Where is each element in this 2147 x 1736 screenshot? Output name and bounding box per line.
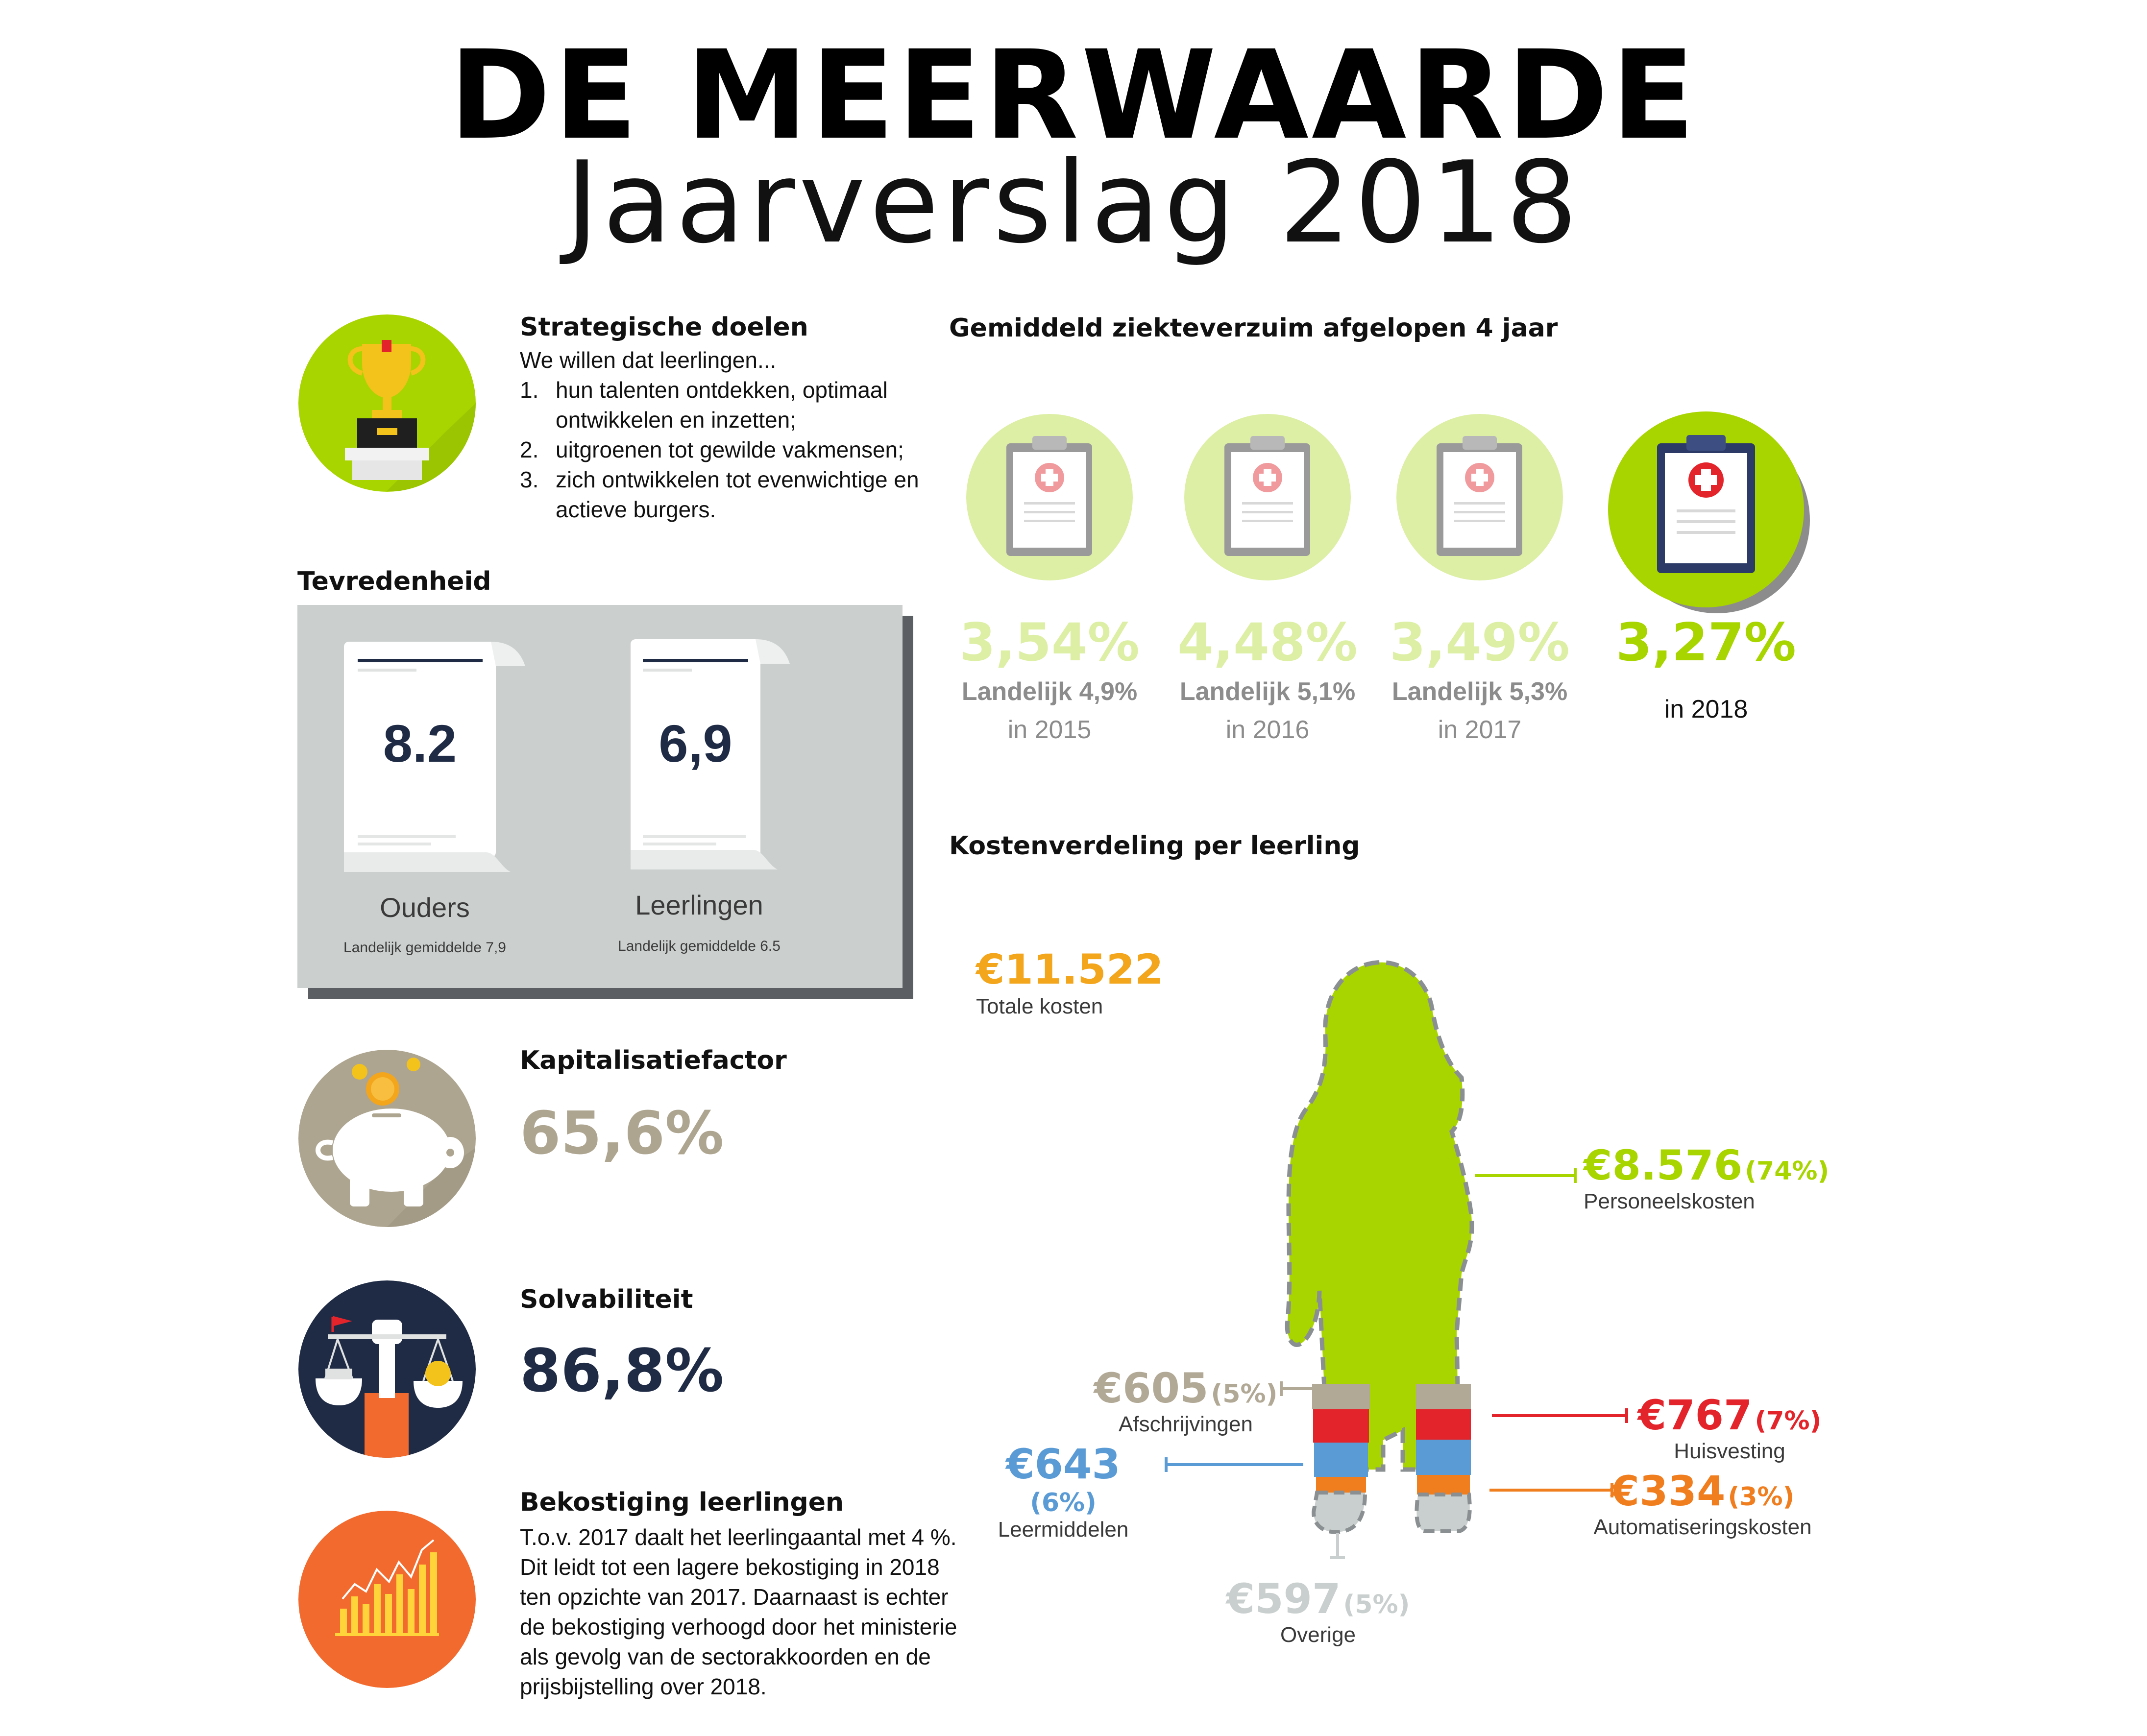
- funding-line: prijsbijstelling over 2018.: [520, 1674, 767, 1699]
- goal-text: actieve burgers.: [556, 497, 716, 522]
- cost-overige: [1215, 1575, 1421, 1647]
- costs-heading: Kostenverdeling per leerling: [949, 831, 1360, 861]
- sick-leave-2017-year: in 2017: [1438, 716, 1522, 744]
- total-costs-label: Totale kosten: [976, 994, 1103, 1018]
- cost-label: Automatiseringskosten: [1593, 1515, 1812, 1539]
- page-title: DE MEERWAARDE: [449, 24, 1698, 167]
- cost-percentage: (5%): [1343, 1590, 1410, 1619]
- clipboard-medical-icon: [1396, 414, 1563, 580]
- capitalisation-value: 65,6%: [520, 1100, 724, 1168]
- total-costs-amount: €11.522: [976, 945, 1164, 993]
- trophy-icon: [298, 314, 476, 492]
- cost-amount: €8.576: [1584, 1141, 1743, 1189]
- cost-amount: €767: [1637, 1391, 1753, 1439]
- funding-line: Dit leidt tot een lagere bekostiging in 2018: [520, 1554, 940, 1580]
- sick-leave-2017-national: Landelijk 5,3%: [1391, 677, 1568, 706]
- sick-leave-2018-pct: 3,27%: [1616, 612, 1796, 673]
- cost-label: Overige: [1280, 1623, 1356, 1647]
- cost-huisvesting: [1636, 1391, 1823, 1464]
- sick-leave-2017-pct: 3,49%: [1390, 612, 1570, 673]
- satisfaction-panel: [297, 605, 903, 988]
- cost-automatisering: [1583, 1467, 1823, 1540]
- parents-score: 8.2: [383, 714, 457, 773]
- cost-amount: €334: [1610, 1467, 1726, 1515]
- cost-amount: €643: [1006, 1440, 1121, 1488]
- cost-personeel: [1584, 1141, 1829, 1214]
- bar-chart-icon: [298, 1511, 476, 1688]
- goals-intro: We willen dat leerlingen...: [520, 347, 777, 373]
- sick-leave-heading: Gemiddeld ziekteverzuim afgelopen 4 jaar: [949, 313, 1558, 343]
- clipboard-medical-icon: [1184, 414, 1351, 580]
- capitalisation-heading: Kapitalisatiefactor: [520, 1046, 787, 1075]
- cost-amount: €597: [1226, 1575, 1341, 1623]
- goal-item: [520, 465, 951, 525]
- page-subtitle: Jaarverslag 2018: [565, 138, 1582, 268]
- cost-percentage: (6%): [1030, 1488, 1097, 1518]
- sick-leave-2015-pct: 3,54%: [959, 612, 1140, 673]
- funding-heading: Bekostiging leerlingen: [520, 1488, 844, 1517]
- cost-percentage: (5%): [1211, 1379, 1278, 1409]
- balance-scale-icon: [298, 1280, 476, 1458]
- sick-leave-2016-national: Landelijk 5,1%: [1179, 677, 1356, 706]
- goals-heading: Strategische doelen: [520, 313, 808, 342]
- parents-label: Ouders: [380, 892, 470, 923]
- goal-number: 2.: [520, 437, 539, 462]
- sick-leave-2018-year: in 2018: [1664, 695, 1748, 723]
- funding-line: als gevolg van de sectorakkoorden en de: [520, 1644, 931, 1669]
- funding-text: [520, 1522, 976, 1702]
- leader-lines: [1156, 1151, 1646, 1494]
- piggy-bank-icon: [298, 1050, 476, 1227]
- cost-amount: €605: [1094, 1364, 1209, 1412]
- cost-label: Leermiddelen: [998, 1518, 1129, 1542]
- sick-leave-2015-year: in 2015: [1007, 716, 1092, 744]
- students-score: 6,9: [659, 714, 732, 773]
- cost-label: Huisvesting: [1674, 1439, 1785, 1463]
- goal-item: [520, 375, 951, 435]
- goal-text: zich ontwikkelen tot evenwichtige en: [556, 467, 919, 492]
- goal-text: ontwikkelen en inzetten;: [556, 407, 796, 433]
- cost-afschrijvingen: [1085, 1364, 1286, 1437]
- solvency-value: 86,8%: [520, 1337, 724, 1405]
- sick-leave-2015-national: Landelijk 4,9%: [961, 677, 1138, 706]
- clipboard-medical-icon: [1608, 411, 1814, 617]
- cost-leermiddelen: [975, 1440, 1151, 1542]
- goals-list: [520, 375, 951, 525]
- funding-line: T.o.v. 2017 daalt het leerlingaantal met 4 %.: [520, 1524, 957, 1550]
- satisfaction-heading: Tevredenheid: [297, 567, 491, 596]
- goal-number: 1.: [520, 377, 539, 403]
- sick-leave-2016-pct: 4,48%: [1177, 612, 1358, 673]
- cost-percentage: (74%): [1745, 1157, 1830, 1186]
- sick-leave-2016-year: in 2016: [1225, 716, 1310, 744]
- goal-text: uitgroenen tot gewilde vakmensen;: [556, 437, 904, 462]
- cost-percentage: (7%): [1755, 1406, 1822, 1436]
- goal-item: [520, 435, 951, 465]
- students-national-average: Landelijk gemiddelde 6.5: [618, 938, 781, 954]
- cost-label: Personeelskosten: [1584, 1189, 1755, 1213]
- solvency-heading: Solvabiliteit: [520, 1285, 693, 1314]
- funding-line: ten opzichte van 2017. Daarnaast is echter: [520, 1584, 949, 1610]
- cost-percentage: (3%): [1728, 1482, 1795, 1512]
- goal-text: hun talenten ontdekken, optimaal: [556, 377, 888, 403]
- parents-national-average: Landelijk gemiddelde 7,9: [343, 940, 506, 956]
- goal-number: 3.: [520, 467, 539, 492]
- cost-label: Afschrijvingen: [1119, 1412, 1253, 1436]
- students-label: Leerlingen: [635, 890, 763, 920]
- clipboard-medical-icon: [966, 414, 1133, 580]
- funding-line: de bekostiging verhoogd door het ministerie: [520, 1614, 957, 1640]
